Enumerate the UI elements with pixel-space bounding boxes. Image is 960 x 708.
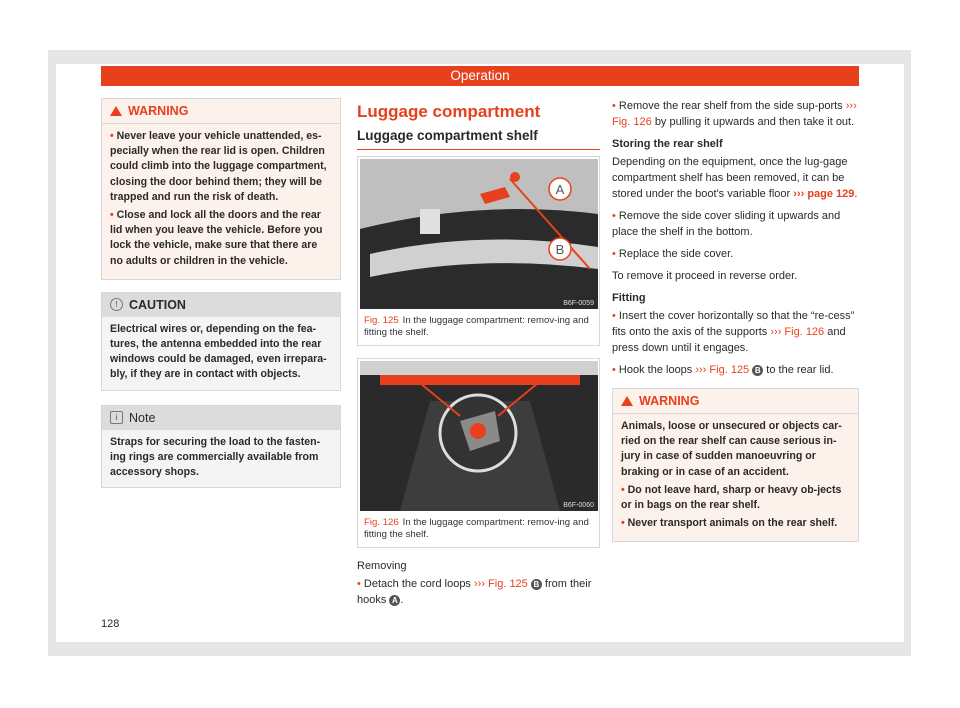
warning-header (102, 99, 340, 124)
warning-item: • Never transport animals on the rear shelf. (621, 517, 838, 530)
figure-125 (357, 156, 600, 346)
warning-body (102, 124, 340, 279)
rear-lid-illustration (360, 159, 598, 309)
figure-125-caption: Fig. 125 In the luggage compartment: remov-ing and fitting the shelf. (364, 315, 589, 338)
right-column (612, 98, 859, 554)
warning-item: • Do not leave hard, sharp or heavy ob-jects or in bags on the rear shelf. (621, 483, 842, 512)
label-marker: B (752, 365, 763, 376)
remove-step: • Remove the rear shelf from the side sup-ports ››› Fig. 126 by pulling it upwards and then take it out. (612, 100, 857, 128)
note-title: Note (129, 410, 156, 425)
caution-icon: ! (110, 298, 123, 311)
figure-link[interactable]: ››› Fig. 125 (474, 578, 528, 590)
figure-link[interactable]: ››› Fig. 126 (770, 326, 825, 338)
removing-step: • Detach the cord loops ››› Fig. 125 B from their hooks A . (357, 578, 592, 606)
note-header (102, 406, 340, 430)
caution-body: Electrical wires or, depending on the fea-tures, the antenna embedded into the rear windows could be damaged, even irrepara-bly, if they are in contact with objects. (110, 322, 327, 381)
section-subtitle: Luggage compartment shelf (357, 128, 600, 150)
figure-number: Fig. 125 (364, 315, 399, 326)
warning-icon (621, 396, 633, 406)
callout-label-a: A (555, 182, 565, 197)
label-marker: A (389, 595, 400, 606)
storing-text: Depending on the equipment, once the lug-gage compartment shelf has been removed, it can be stored under the boot's variable floor ››› page 129. (612, 156, 858, 200)
warning-box (612, 388, 859, 542)
storing-step: • Replace the side cover. (612, 248, 734, 260)
caution-box (101, 292, 341, 391)
storing-heading: Storing the rear shelf (612, 138, 723, 150)
figure-125-image (360, 159, 598, 309)
figure-link[interactable]: ››› Fig. 125 (695, 364, 750, 376)
page-link[interactable]: ››› page 129 (793, 188, 855, 200)
label-marker: B (531, 579, 542, 590)
warning-header (613, 389, 858, 414)
figure-number: Fig. 126 (364, 517, 399, 528)
left-column (101, 98, 341, 500)
figure-code: B6F-0059 (563, 300, 594, 307)
middle-column (357, 98, 600, 614)
page-number: 128 (101, 618, 120, 630)
warning-item: Animals, loose or unsecured or objects car-ried on the rear shelf can cause serious in-jury in case of sudden manoeuvring or braking or in case of an accident. (621, 420, 842, 478)
storing-step: • Remove the side cover sliding it upwards and place the shelf in the bottom. (612, 210, 841, 238)
figure-link[interactable]: ››› Fig. 126 (612, 100, 857, 128)
warning-body (613, 414, 858, 541)
figure-code: B6F-0060 (563, 502, 594, 509)
reverse-text: To remove it proceed in reverse order. (612, 270, 798, 282)
fitting-heading: Fitting (612, 292, 646, 304)
note-body: Straps for securing the load to the fasten-ing rings are commercially available from accessory shops. (110, 435, 321, 479)
section-header: Operation (101, 66, 859, 86)
warning-item: • Never leave your vehicle unattended, es-pecially when the rear lid is open. Children could climb into the luggage compartment, closing the door behind them; they will be trapped and run the risk of death. (110, 130, 327, 203)
figure-126 (357, 358, 600, 548)
figure-126-caption: Fig. 126 In the luggage compartment: remov-ing and fitting the shelf. (364, 517, 589, 540)
figure-126-image (360, 361, 598, 511)
callout-label-b: B (555, 242, 565, 257)
info-icon: i (110, 411, 123, 424)
fitting-step: • Hook the loops ››› Fig. 125 B to the rear lid. (612, 364, 834, 376)
caution-title: CAUTION (129, 297, 186, 312)
warning-item: • Close and lock all the doors and the rear lid when you leave the vehicle. Before you lock the vehicle, make sure that there are no adults or children in the vehicle. (110, 209, 323, 267)
warning-icon (110, 106, 122, 116)
warning-title: WARNING (639, 394, 700, 408)
luggage-shelf-illustration (360, 361, 598, 511)
warning-box (101, 98, 341, 280)
section-title: Luggage compartment (357, 102, 541, 121)
note-box (101, 405, 341, 489)
removing-heading: Removing (357, 560, 407, 572)
caution-header (102, 293, 340, 317)
warning-title: WARNING (128, 104, 189, 118)
fitting-step: • Insert the cover horizontally so that the “re-cess” fits onto the axis of the supports ››› Fig. 126 and press down until it engages. (612, 310, 855, 354)
